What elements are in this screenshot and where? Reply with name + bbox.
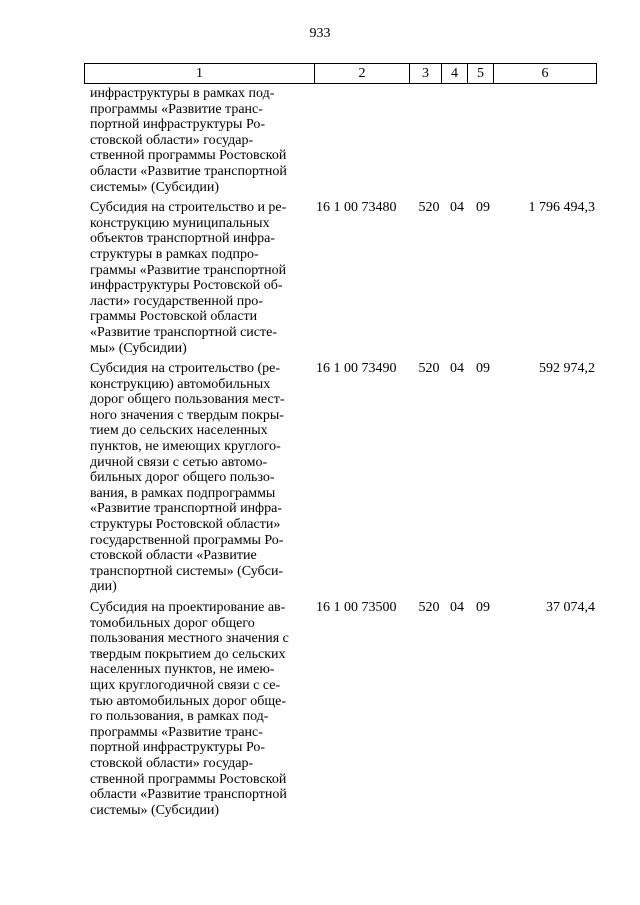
description-line: государственной программы Ро- xyxy=(90,532,284,548)
description-line: вания, в рамках подпрограммы xyxy=(90,485,276,501)
description-line: стовской области «Развитие xyxy=(90,548,257,564)
header-col-3: 3 xyxy=(410,64,442,83)
description-line: портной инфраструктуры Ро- xyxy=(90,117,266,133)
row-amount: 592 974,2 xyxy=(539,361,595,377)
description-line: стовской области» государ- xyxy=(90,132,254,148)
page-number: 933 xyxy=(309,26,331,41)
description-line: тью автомобильных дорог обще- xyxy=(90,693,286,709)
row-section: 04 xyxy=(450,361,464,377)
description-line: стовской области» государ- xyxy=(90,755,254,771)
table-row xyxy=(84,600,597,818)
description-line: томобильных дорог общего xyxy=(90,615,255,631)
description-line: инфраструктуры Ростовской об- xyxy=(90,278,283,294)
row-subsection xyxy=(470,86,496,195)
row-code: 16 1 00 73500 xyxy=(316,600,397,615)
row-section xyxy=(444,86,470,195)
table-header xyxy=(84,63,597,84)
description-line: Субсидия на проектирование ав- xyxy=(90,600,286,615)
description-line: бильных дорог общего пользо- xyxy=(90,470,275,486)
description-line: населенных пунктов, не имею- xyxy=(90,662,275,678)
description-line: объектов транспортной инфра- xyxy=(90,231,275,247)
header-col-5: 5 xyxy=(468,64,494,83)
description-line: щих круглогодичной связи с се- xyxy=(90,677,281,693)
row-description xyxy=(90,200,308,356)
description-line: Субсидия на строительство и ре- xyxy=(90,200,287,216)
description-line: пользования местного значения с xyxy=(90,631,289,647)
description-line: ного значения с твердым покры- xyxy=(90,407,284,423)
description-line: системы» (Субсидии) xyxy=(90,802,220,818)
table-row xyxy=(84,86,597,195)
row-amount xyxy=(496,86,597,195)
row-subsection: 09 xyxy=(476,361,490,377)
row-section: 04 xyxy=(450,600,464,615)
row-code: 16 1 00 73480 xyxy=(316,200,397,216)
description-line: портной инфраструктуры Ро- xyxy=(90,740,266,756)
row-expense-type: 520 xyxy=(418,200,440,216)
description-line: тием до сельских населенных xyxy=(90,423,268,439)
description-line: ственной программы Ростовской xyxy=(90,148,287,164)
description-line: «Развитие транспортной инфра- xyxy=(90,501,283,517)
row-description xyxy=(90,361,308,595)
header-col-1: 1 xyxy=(85,64,315,83)
description-line: дичной связи с сетью автомо- xyxy=(90,454,268,470)
row-code xyxy=(316,86,414,195)
description-line: системы» (Субсидии) xyxy=(90,179,220,195)
row-expense-type: 520 xyxy=(418,600,440,615)
description-line: Субсидия на строительство (ре- xyxy=(90,361,280,377)
row-description xyxy=(90,600,308,818)
row-amount: 37 074,4 xyxy=(546,600,595,615)
description-line: конструкцию муниципальных xyxy=(90,215,270,231)
header-col-2: 2 xyxy=(315,64,410,83)
description-line: го пользования, в рамках под- xyxy=(90,709,269,725)
description-line: ласти» государственной про- xyxy=(90,293,263,309)
row-description xyxy=(90,86,308,195)
description-line: дии) xyxy=(90,579,117,595)
row-expense-type: 520 xyxy=(418,361,440,377)
description-line: программы «Развитие транс- xyxy=(90,724,263,740)
description-line: твердым покрытием до сельских xyxy=(90,646,286,662)
description-line: пунктов, не имеющих круглого- xyxy=(90,439,281,455)
row-subsection: 09 xyxy=(476,600,490,615)
description-line: области «Развитие транспортной xyxy=(90,787,287,803)
description-line: граммы «Развитие транспортной xyxy=(90,262,287,278)
row-section: 04 xyxy=(450,200,464,216)
header-col-6: 6 xyxy=(541,65,549,81)
table-row xyxy=(84,361,597,595)
description-line: «Развитие транспортной систе- xyxy=(90,324,277,340)
description-line: области «Развитие транспортной xyxy=(90,163,287,179)
description-line: ственной программы Ростовской xyxy=(90,771,287,787)
header-col-4: 4 xyxy=(442,64,468,83)
row-subsection: 09 xyxy=(476,200,490,216)
row-amount: 1 796 494,3 xyxy=(528,200,595,216)
table-row xyxy=(84,200,597,356)
description-line: транспортной системы» (Субси- xyxy=(90,563,284,579)
description-line: дорог общего пользования мест- xyxy=(90,392,285,408)
table-body xyxy=(84,86,597,823)
description-line: мы» (Субсидии) xyxy=(90,340,187,356)
description-line: инфраструктуры в рамках под- xyxy=(90,86,275,101)
description-line: программы «Развитие транс- xyxy=(90,101,263,117)
description-line: структуры Ростовской области» xyxy=(90,517,281,533)
description-line: структуры в рамках подпро- xyxy=(90,246,259,262)
description-line: конструкцию) автомобильных xyxy=(90,376,271,392)
row-code: 16 1 00 73490 xyxy=(316,361,397,377)
description-line: граммы Ростовской области xyxy=(90,309,258,325)
row-expense-type xyxy=(414,86,444,195)
